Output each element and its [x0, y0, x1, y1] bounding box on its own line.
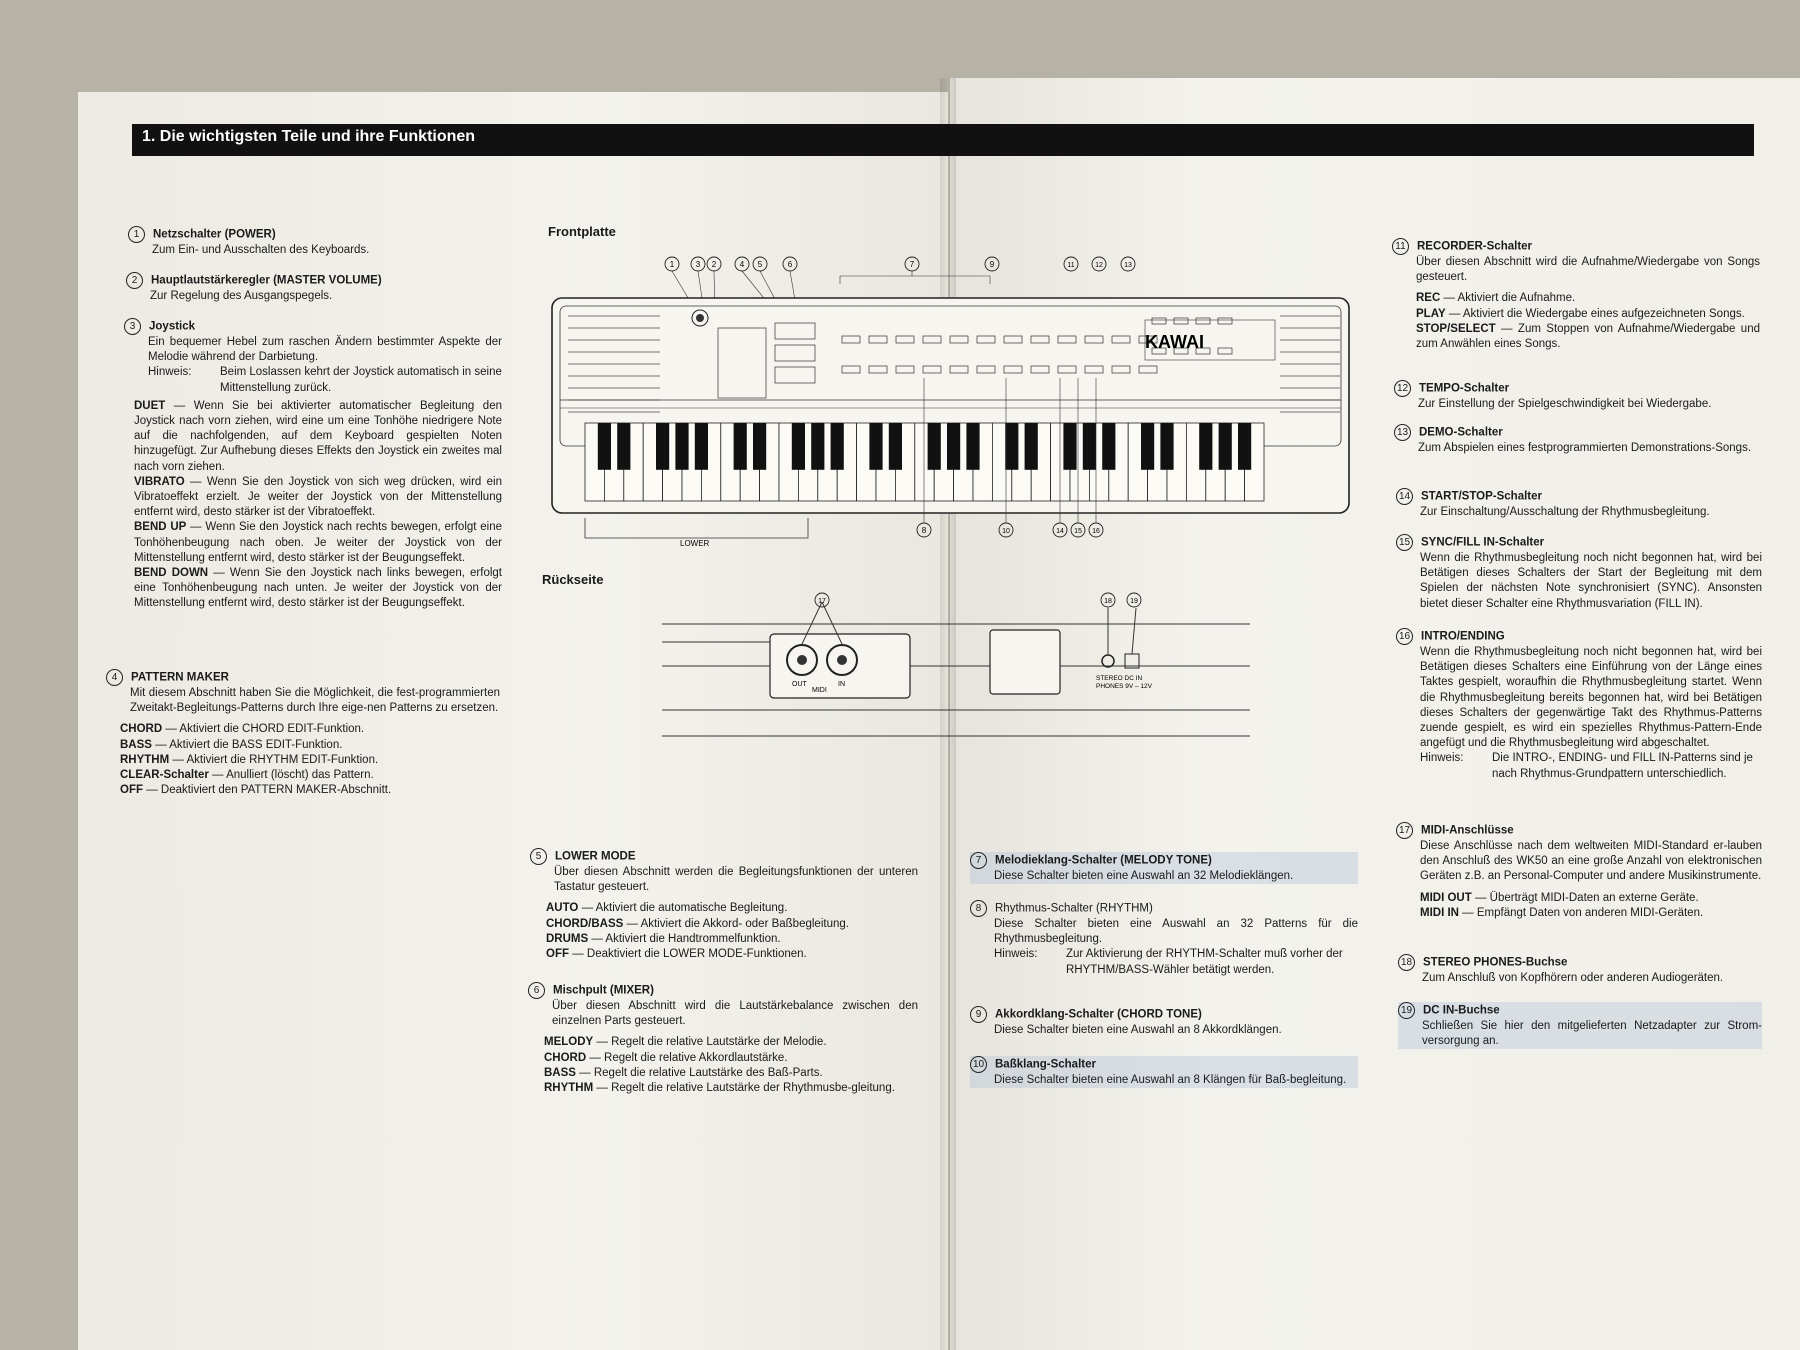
item-10: 10 Baßklang-Schalter Diese Schalter bieten eine Auswahl an 8 Klängen für Baß-begleitung. — [970, 1056, 1358, 1088]
midi-in-label: IN — [838, 681, 845, 688]
rear-panel-diagram — [660, 588, 1260, 748]
callout-16: 16 — [1092, 528, 1100, 535]
item-7: 7 Melodieklang-Schalter (MELODY TONE) Diese Schalter bieten eine Auswahl an 32 Melodieklängen. — [970, 852, 1358, 884]
item-19: 19 DC IN-Buchse Schließen Sie hier den mitgelieferten Netzadapter zur Strom-versorgung an. — [1398, 1002, 1762, 1049]
item-2: 2 Hauptlautstärkeregler (MASTER VOLUME) Zur Regelung des Ausgangspegels. — [126, 272, 504, 304]
callout-13: 13 — [1124, 262, 1132, 269]
item-12: 12 TEMPO-Schalter Zur Einstellung der Spielgeschwindigkeit bei Wiedergabe. — [1394, 380, 1762, 412]
callout-9: 9 — [989, 260, 995, 269]
page-title: 1. Die wichtigsten Teile und ihre Funktionen — [142, 128, 476, 145]
callout-7: 7 — [909, 260, 915, 269]
item-17: 17 MIDI-Anschlüsse Diese Anschlüsse nach dem weltweiten MIDI-Standard er-lauben den Anschluß des WK50 an eine große Anzahl von elektronischen Geräten z.B. an Personal-Computer und andere Musikinstrumente. MIDI OUT — Überträgt MIDI-Daten an externe Geräte. MIDI IN — Empfängt Daten von anderen MIDI-Geräten. — [1396, 822, 1762, 921]
callout-10: 10 — [1002, 528, 1010, 535]
callout-4: 4 — [739, 260, 745, 269]
item-13: 13 DEMO-Schalter Zum Abspielen eines festprogrammierten Demonstrations-Songs. — [1394, 424, 1762, 456]
callout-11: 11 — [1067, 262, 1075, 269]
item-1: 1 Netzschalter (POWER) Zum Ein- und Ausschalten des Keyboards. — [128, 226, 504, 258]
callout-2: 2 — [711, 260, 717, 269]
callout-1: 1 — [669, 260, 675, 269]
lower-label: LOWER — [680, 539, 710, 548]
item-9: 9 Akkordklang-Schalter (CHORD TONE) Diese Schalter bieten eine Auswahl an 8 Akkordklängen. — [970, 1006, 1358, 1038]
callout-12: 12 — [1095, 262, 1103, 269]
item-4: 4 PATTERN MAKER Mit diesem Abschnitt haben Sie die Möglichkeit, die fest-programmierten Zweitakt-Begleitungs-Patterns durch Ihre eige-nen Patterns zu ersetzen. CHORD — Aktiviert die CHORD EDIT-Funktion. BASS — Aktiviert die BASS EDIT-Funktion. RHYTHM — Aktiviert die RHYTHM EDIT-Funktion. CLEAR-Schalter — Anulliert (löscht) das Pattern. OFF — Deaktiviert den PATTERN MAKER-Abschnitt. — [106, 669, 500, 798]
callout-18: 18 — [1104, 598, 1112, 605]
callout-14: 14 — [1056, 528, 1064, 535]
rear-callouts — [815, 593, 1141, 607]
item-6: 6 Mischpult (MIXER) Über diesen Abschnitt wird die Lautstärkebalance zwischen den einzelnen Parts gesteuert. MELODY — Regelt die relative Lautstärke der Melodie. CHORD — Regelt die relative Akkordlautstärke. BASS — Regelt die relative Lautstärke des Baß-Parts. RHYTHM — Regelt die relative Lautstärke der Rhythmusbe-gleitung. — [528, 982, 918, 1096]
item-11: 11 RECORDER-Schalter Über diesen Abschnitt wird die Aufnahme/Wiedergabe von Songs gesteuert. REC — Aktiviert die Aufnahme. PLAY — Aktiviert die Wiedergabe eines aufgezeichneten Songs. STOP/SELECT — Zum Stoppen von Aufnahme/Wiedergabe und zum Anwählen eines Songs. — [1392, 238, 1760, 352]
item-5: 5 LOWER MODE Über diesen Abschnitt werden die Begleitungsfunktionen der unteren Tastatur gesteuert. AUTO — Aktiviert die automatische Begleitung. CHORD/BASS — Aktiviert die Akkord- oder Baßbegleitung. DRUMS — Aktiviert die Handtrommelfunktion. OFF — Deaktiviert die LOWER MODE-Funktionen. — [530, 848, 918, 962]
brand-logo: KAWAI — [1145, 332, 1205, 352]
callout-8: 8 — [921, 526, 927, 535]
item-15: 15 SYNC/FILL IN-Schalter Wenn die Rhythmusbegleitung noch nicht begonnen hat, wird bei Betätigen dieses Schalters der Start der Begleitung mit dem Spielen der nächsten Note synchronisiert (SYNC). Ansonsten bietet dieser Schalter eine Rhythmusvariation (FILL IN). — [1396, 534, 1762, 612]
phones-label: PHONES 9V – 12V — [1096, 683, 1152, 690]
piano-keys — [585, 423, 1264, 501]
front-panel-label: Frontplatte — [548, 224, 616, 239]
callout-6: 6 — [787, 260, 793, 269]
keyboard-diagram — [540, 248, 1360, 548]
item-3: 3 Joystick Ein bequemer Hebel zum raschen Ändern bestimmter Aspekte der Melodie während der Darbietung. Hinweis: Beim Loslassen kehrt der Joystick automatisch in seine Mittenstellung zurück. DUET — Wenn Sie bei aktivierter automatischer Begleitung den Joystick nach vorn ziehen, wird eine um eine Tonhöhe niedrigere Note auf die nachfolgenden, auf dem Keyboard gespielten Noten hinzugefügt. Zur Aufhebung dieses Effekts den Joystick ein zweites mal nach vorn ziehen. VIBRATO — Wenn Sie den Joystick von sich weg drücken, wird ein Vibratoeffekt erzielt. Je weiter der Joystick von der Mittenstellung entfernt wird, desto stärker ist der Vibratoeffekt. BEND UP — Wenn Sie den Joystick nach rechts bewegen, erfolgt eine Tonhöhenbeugung nach oben. Je weiter der Joystick von der Mittenstellung entfernt wird, desto stärker ist der Beugungseffekt. BEND DOWN — Wenn Sie den Joystick nach links bewegen, erfolgt eine Tonhöhenbeugung nach unten. Je weiter der Joystick von der Mittenstellung entfernt wird, desto stärker ist der Beugungseffekt. — [124, 318, 502, 612]
callout-3: 3 — [695, 260, 701, 269]
item-8: 8 Rhythmus-Schalter (RHYTHM) Diese Schalter bieten eine Auswahl an 32 Patterns für die Rhythmusbegleitung. Hinweis: Zur Aktivierung der RHYTHM-Schalter muß vorher der RHYTHM/BASS-Wähler betätigt werden. — [970, 900, 1358, 978]
stereo-dc-label: STEREO DC IN — [1096, 675, 1143, 682]
rear-panel-label: Rückseite — [542, 572, 604, 587]
item-16: 16 INTRO/ENDING Wenn die Rhythmusbegleitung noch nicht begonnen hat, wird bei Betätigen dieses Schalters eine Einführung von der Länge eines Taktes gespielt, woraufhin die Rhythmusbegleitung startet. Wenn die Rhythmusbegleitung bereits begonnen hat, wird bei Betätigen dieses Schalters der gegenwärtige Takt des Rhythmus-Patterns zuende gespielt, es wird ein spezielles Rhythmus-Pattern-Ende angefügt und die Rhythmusbegleitung wird abgeschaltet. Hinweis: Die INTRO-, ENDING- und FILL IN-Patterns sind je nach Rhythmus-Grundpattern unterschiedlich. — [1396, 628, 1762, 782]
midi-panel — [770, 634, 910, 698]
jack-panel — [990, 630, 1060, 694]
item-14: 14 START/STOP-Schalter Zur Einschaltung/Ausschaltung der Rhythmusbegleitung. — [1396, 488, 1762, 520]
callout-15: 15 — [1074, 528, 1082, 535]
callout-17: 17 — [818, 598, 826, 605]
callout-5: 5 — [757, 260, 763, 269]
midi-out-label: OUT — [792, 681, 807, 688]
callout-19: 19 — [1130, 598, 1138, 605]
item-18: 18 STEREO PHONES-Buchse Zum Anschluß von Kopfhörern oder anderen Audiogeräten. — [1398, 954, 1762, 986]
phones-jack-icon — [1102, 655, 1114, 667]
midi-label: MIDI — [812, 687, 827, 694]
